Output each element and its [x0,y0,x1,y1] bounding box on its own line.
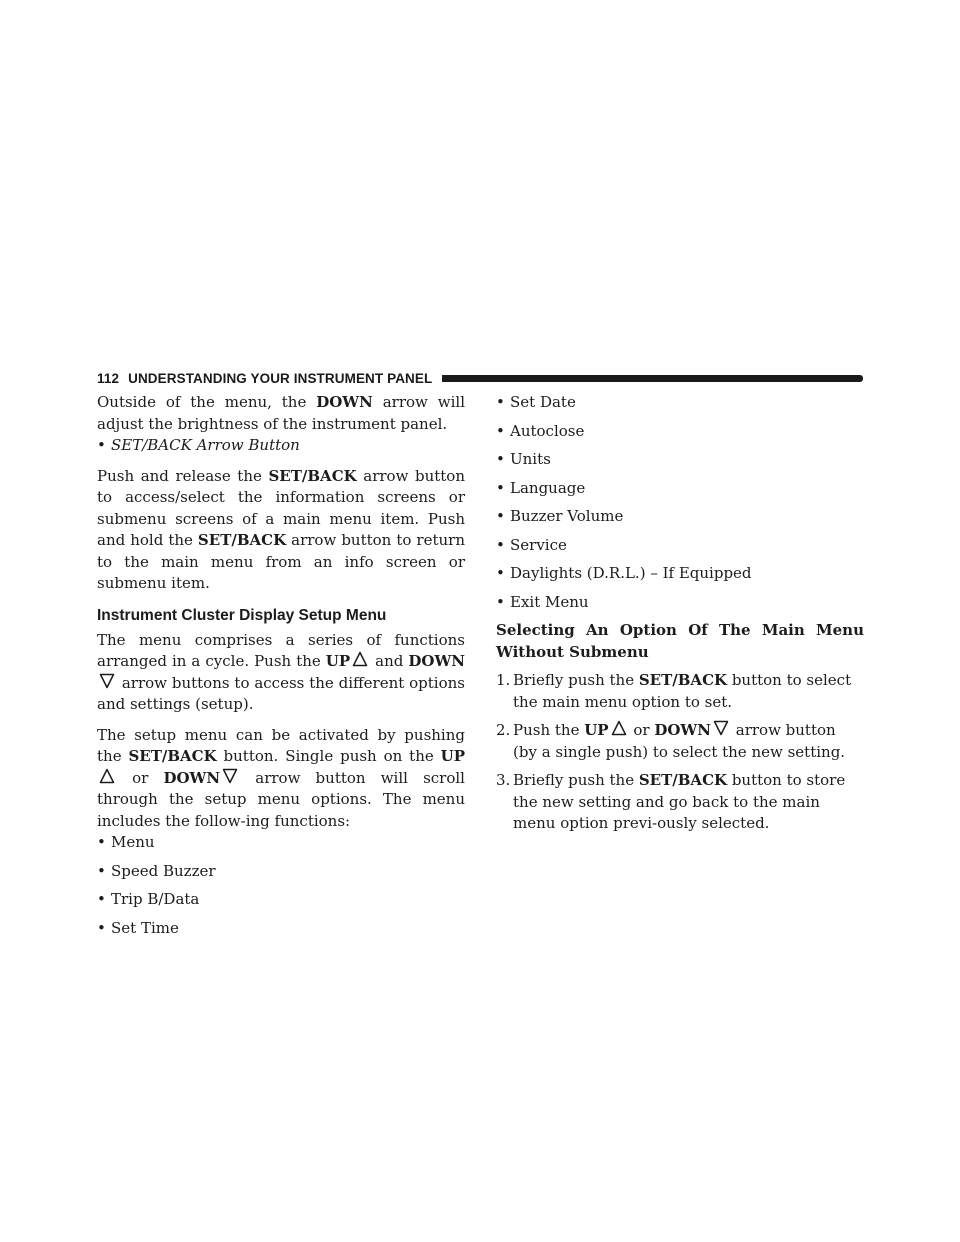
page-header [97,367,863,389]
function-list-left [97,832,465,939]
paragraph-set-back: Push and release the SET/BACK arrow button to access/select the information screens or submenu screens of a main menu item. Push and hold the SET/BACK arrow button to return to the main menu from an info screen or submenu item. [97,466,466,592]
step-item: 2. Push the UP or DOWN arrow button (by a single push) to select the new setting. [496,721,846,761]
up-arrow-icon [611,720,627,736]
list-item: • Autoclose [496,421,864,443]
list-item: • SET/BACK Arrow Button [97,435,465,457]
paragraph-down-brightness: Outside of the menu, the DOWN arrow will adjust the brightness of the instrument panel. [97,393,465,433]
section-title: UNDERSTANDING YOUR INSTRUMENT PANEL [128,370,433,386]
list-item: • Service [496,535,864,557]
list-item: • Buzzer Volume [496,506,864,528]
list-item: • Set Time [97,918,465,940]
list-item: • Menu [97,832,465,854]
step-item: 3. Briefly push the SET/BACK button to store the new setting and go back to the main menu option previ-ously selected. [496,771,846,832]
subsection-heading: Selecting An Option Of The Main Menu Without Submenu [496,621,864,661]
steps-list [496,670,864,835]
list-item: • Trip B/Data [97,889,465,911]
list-item: • Units [496,449,864,471]
list-item: • Language [496,478,864,500]
section-heading: Instrument Cluster Display Setup Menu [97,606,387,624]
down-arrow-icon [713,720,729,736]
up-arrow-icon [99,768,115,784]
step-item: 1. Briefly push the SET/BACK button to select the main menu option to set. [496,671,852,711]
function-list-right [496,392,864,613]
page-number: 112 [97,370,120,386]
left-column [97,392,465,939]
up-arrow-icon [352,651,368,667]
bullet-set-back [97,435,465,457]
down-arrow-icon [222,768,238,784]
down-arrow-icon [99,673,115,689]
list-item: • Daylights (D.R.L.) – If Equipped [496,563,864,585]
paragraph-setup-activation: The setup menu can be activated by pushing the SET/BACK button. Single push on the UP or DOWN arrow button will scroll through the setup menu options. The menu includes the follow-ing functions: [97,725,465,830]
paragraph-menu-cycle: The menu comprises a series of functions arranged in a cycle. Push the UP and DOWN arrow buttons to access the different options and settings (setup). [97,630,466,713]
list-item: • Set Date [496,392,864,414]
header-rule [442,375,863,382]
list-item: • Exit Menu [496,592,864,614]
list-item: • Speed Buzzer [97,861,465,883]
right-column [496,392,864,835]
